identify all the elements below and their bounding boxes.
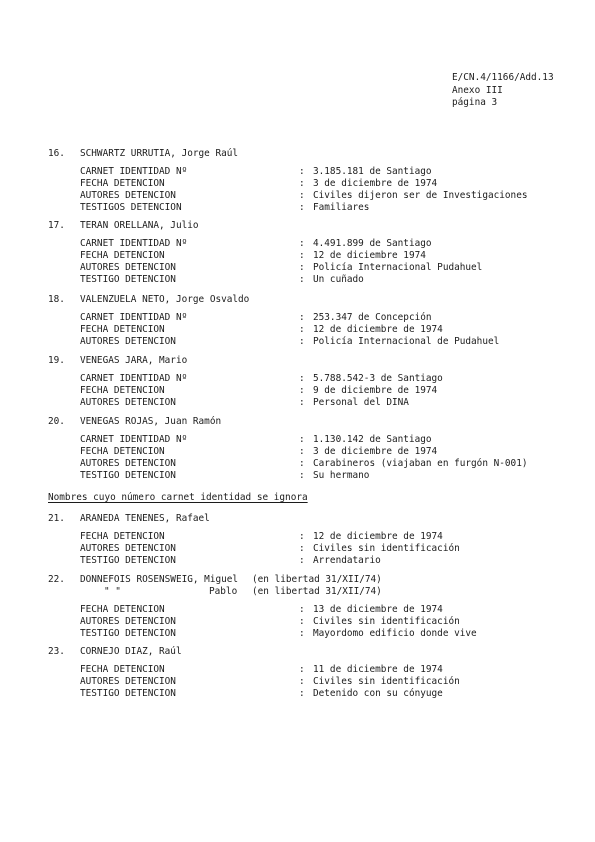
field-label: AUTORES DETENCION (80, 616, 176, 627)
field-separator: : (299, 434, 305, 445)
field-value: Arrendatario (313, 555, 381, 566)
field-separator: : (299, 166, 305, 177)
field-label: CARNET IDENTIDAD Nº (80, 166, 188, 177)
field-label: CARNET IDENTIDAD Nº (80, 373, 188, 384)
field-label: AUTORES DETENCION (80, 397, 176, 408)
field-label: CARNET IDENTIDAD Nº (80, 312, 188, 323)
field-separator: : (299, 676, 305, 687)
field-label: FECHA DETENCION (80, 604, 165, 615)
person-name: CORNEJO DIAZ, Raúl (80, 646, 182, 657)
field-value: Civiles sin identificación (313, 543, 460, 554)
field-separator: : (299, 336, 305, 347)
person-name: VENEGAS JARA, Mario (80, 355, 188, 366)
entry-number: 18. (48, 294, 65, 305)
field-separator: : (299, 458, 305, 469)
person-name: ARANEDA TENENES, Rafael (80, 513, 210, 524)
field-label: FECHA DETENCION (80, 178, 165, 189)
field-label: TESTIGO DETENCION (80, 274, 176, 285)
field-separator: : (299, 178, 305, 189)
field-label: AUTORES DETENCION (80, 336, 176, 347)
field-label: FECHA DETENCION (80, 664, 165, 675)
field-value: 5.788.542-3 de Santiago (313, 373, 443, 384)
field-separator: : (299, 312, 305, 323)
field-label: CARNET IDENTIDAD Nº (80, 434, 188, 445)
field-value: Policía Internacional de Pudahuel (313, 336, 500, 347)
person-name: VALENZUELA NETO, Jorge Osvaldo (80, 294, 250, 305)
field-separator: : (299, 470, 305, 481)
field-value: 13 de diciembre de 1974 (313, 604, 443, 615)
section-heading: Nombres cuyo número carnet identidad se ignora (48, 492, 308, 503)
field-label: TESTIGO DETENCION (80, 688, 176, 699)
field-separator: : (299, 324, 305, 335)
person-name: TERAN ORELLANA, Julio (80, 220, 199, 231)
release-note: (en libertad 31/XII/74) (252, 574, 382, 585)
person-name: SCHWARTZ URRUTIA, Jorge Raúl (80, 148, 239, 159)
release-note: (en libertad 31/XII/74) (252, 586, 382, 597)
entry-number: 17. (48, 220, 65, 231)
field-separator: : (299, 446, 305, 457)
field-label: CARNET IDENTIDAD Nº (80, 238, 188, 249)
field-value: Civiles dijeron ser de Investigaciones (313, 190, 528, 201)
field-value: 1.130.142 de Santiago (313, 434, 432, 445)
field-separator: : (299, 202, 305, 213)
field-label: AUTORES DETENCION (80, 676, 176, 687)
field-value: Detenido con su cónyuge (313, 688, 443, 699)
field-separator: : (299, 531, 305, 542)
field-separator: : (299, 385, 305, 396)
annex-label: Anexo III (452, 84, 503, 96)
field-label: TESTIGOS DETENCION (80, 202, 182, 213)
entry-number: 21. (48, 513, 65, 524)
field-separator: : (299, 190, 305, 201)
document-header (452, 72, 554, 110)
field-separator: : (299, 238, 305, 249)
field-separator: : (299, 616, 305, 627)
field-separator: : (299, 555, 305, 566)
field-value: 12 de diciembre 1974 (313, 250, 426, 261)
field-value: 12 de diciembre de 1974 (313, 531, 443, 542)
field-separator: : (299, 628, 305, 639)
field-value: Un cuñado (313, 274, 364, 285)
entry-number: 23. (48, 646, 65, 657)
field-value: Familiares (313, 202, 370, 213)
field-separator: : (299, 250, 305, 261)
field-value: 9 de diciembre de 1974 (313, 385, 438, 396)
field-label: TESTIGO DETENCION (80, 628, 176, 639)
field-value: 3 de diciembre de 1974 (313, 446, 438, 457)
field-separator: : (299, 262, 305, 273)
field-value: Su hermano (313, 470, 370, 481)
entry-number: 22. (48, 574, 65, 585)
page-label: página 3 (452, 97, 498, 108)
field-separator: : (299, 604, 305, 615)
field-separator: : (299, 664, 305, 675)
field-separator: : (299, 543, 305, 554)
field-separator: : (299, 397, 305, 408)
entry-number: 19. (48, 355, 65, 366)
person-second-name: Pablo (209, 586, 238, 597)
person-name: VENEGAS ROJAS, Juan Ramón (80, 416, 222, 427)
field-value: Civiles sin identificación (313, 616, 460, 627)
field-value: Mayordomo edificio donde vive (313, 628, 477, 639)
field-value: 3 de diciembre de 1974 (313, 178, 438, 189)
field-label: FECHA DETENCION (80, 446, 165, 457)
field-label: FECHA DETENCION (80, 531, 165, 542)
field-label: AUTORES DETENCION (80, 458, 176, 469)
field-value: Personal del DINA (313, 397, 409, 408)
document-reference: E/CN.4/1166/Add.13 (452, 72, 554, 83)
field-label: AUTORES DETENCION (80, 543, 176, 554)
field-separator: : (299, 688, 305, 699)
field-value: 12 de diciembre de 1974 (313, 324, 443, 335)
field-label: FECHA DETENCION (80, 385, 165, 396)
field-label: FECHA DETENCION (80, 250, 165, 261)
person-name: DONNEFOIS ROSENSWEIG, Miguel (80, 574, 239, 585)
field-separator: : (299, 373, 305, 384)
field-label: AUTORES DETENCION (80, 190, 176, 201)
field-value: Policía Internacional Pudahuel (313, 262, 483, 273)
field-value: 3.185.181 de Santiago (313, 166, 432, 177)
field-label: AUTORES DETENCION (80, 262, 176, 273)
entry-number: 20. (48, 416, 65, 427)
field-label: FECHA DETENCION (80, 324, 165, 335)
field-value: Carabineros (viajaban en furgón N-001) (313, 458, 528, 469)
field-value: Civiles sin identificación (313, 676, 460, 687)
field-separator: : (299, 274, 305, 285)
ditto-marks: " " (104, 586, 121, 597)
field-value: 253.347 de Concepción (313, 312, 432, 323)
entry-number: 16. (48, 148, 65, 159)
field-label: TESTIGO DETENCION (80, 470, 176, 481)
field-value: 11 de diciembre de 1974 (313, 664, 443, 675)
field-label: TESTIGO DETENCION (80, 555, 176, 566)
field-value: 4.491.899 de Santiago (313, 238, 432, 249)
